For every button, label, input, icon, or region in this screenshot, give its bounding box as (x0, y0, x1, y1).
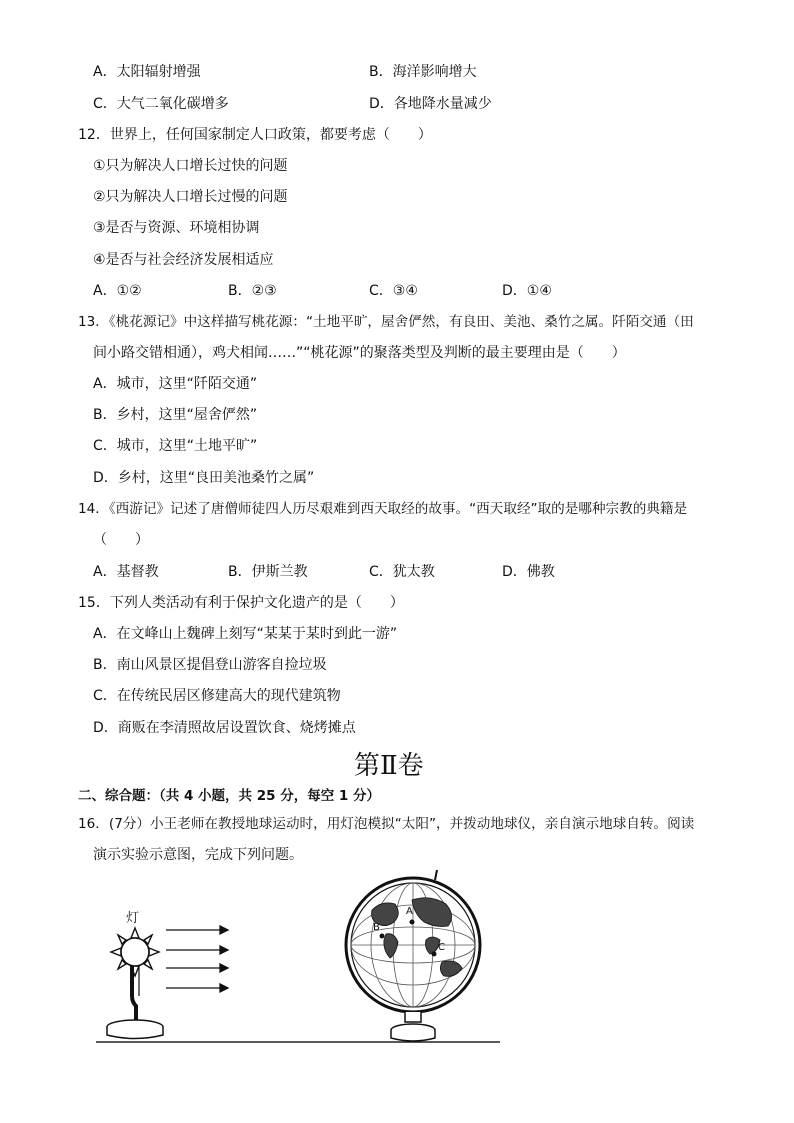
q12-option-a: A．①② (93, 283, 142, 299)
q15-option-a: A．在文峰山上魏碑上刻写“某某于某时到此一游” (93, 626, 398, 642)
q13-option-d: D．乡村，这里“良田美池桑竹之属” (93, 470, 315, 486)
rotation-demo-figure (90, 870, 510, 1050)
q14-option-b: B．伊斯兰教 (228, 564, 308, 580)
q12-option-d: D．①④ (502, 283, 552, 299)
q12-stem: 12．世界上，任何国家制定人口政策，都要考虑（ ） (78, 127, 432, 143)
globe-label-b: B (373, 922, 380, 933)
lamp-label: 灯 (126, 911, 140, 926)
q11-option-a: A．太阳辐射增强 (93, 64, 201, 80)
q16-stem-line1: 16．(7分）小王老师在教授地球运动时，用灯泡模拟“太阳”，并拨动地球仪，亲自演示地球自转。阅读 (78, 816, 695, 832)
q15-option-b: B．南山风景区提倡登山游客自捡垃圾 (93, 657, 327, 673)
q14-stem-line1: 14．《西游记》记述了唐僧师徒四人历尽艰难到西天取经的故事。“西天取经”取的是哪种宗教的典籍是 (78, 501, 688, 517)
globe-label-a: A (406, 906, 413, 917)
globe-icon (346, 870, 480, 1041)
light-arrows (166, 926, 228, 992)
q12-item-1: ①只为解决人口增长过快的问题 (93, 158, 288, 174)
lamp-icon (107, 928, 163, 1039)
q15-option-d: D．商贩在李清照故居设置饮食、烧烤摊点 (93, 720, 356, 736)
section-header: 二、综合题：（共 4 小题，共 25 分，每空 1 分） (78, 788, 381, 804)
globe-point-c (432, 952, 437, 957)
q12-item-2: ②只为解决人口增长过慢的问题 (93, 189, 288, 205)
q11-option-d: D．各地降水量减少 (369, 96, 492, 112)
q15-option-c: C．在传统民居区修建高大的现代建筑物 (93, 688, 341, 704)
q11-option-b: B．海洋影响增大 (369, 64, 477, 80)
q14-stem-line2: （ ） (93, 532, 149, 548)
q13-option-a: A．城市，这里“阡陌交通” (93, 376, 258, 392)
section-title: 第Ⅱ卷 (354, 751, 424, 781)
q16-stem-line2: 演示实验示意图，完成下列问题。 (93, 847, 303, 863)
q11-option-c: C．大气二氧化碳增多 (93, 96, 229, 112)
globe-label-c: C (438, 942, 445, 953)
q12-item-4: ④是否与社会经济发展相适应 (93, 252, 274, 268)
globe-point-b (380, 934, 385, 939)
q14-option-c: C．犹太教 (369, 564, 435, 580)
q12-item-3: ③是否与资源、环境相协调 (93, 220, 260, 236)
q13-option-b: B．乡村，这里“屋舍俨然” (93, 407, 258, 423)
q13-option-c: C．城市，这里“土地平旷” (93, 438, 258, 454)
globe-point-a (410, 920, 415, 925)
q15-stem: 15．下列人类活动有利于保护文化遗产的是（ ） (78, 595, 404, 611)
q14-option-a: A．基督教 (93, 564, 159, 580)
q12-option-c: C．③④ (369, 283, 418, 299)
q14-option-d: D．佛教 (502, 564, 555, 580)
q13-stem-line1: 13．《桃花源记》中这样描写桃花源：“土地平旷，屋舍俨然，有良田、美池、桑竹之属。阡陌交通（田 (78, 314, 694, 330)
q12-option-b: B．②③ (228, 283, 277, 299)
q13-stem-line2: 间小路交错相通），鸡犬相闻……”“桃花源”的聚落类型及判断的最主要理由是（ ） (93, 345, 626, 361)
